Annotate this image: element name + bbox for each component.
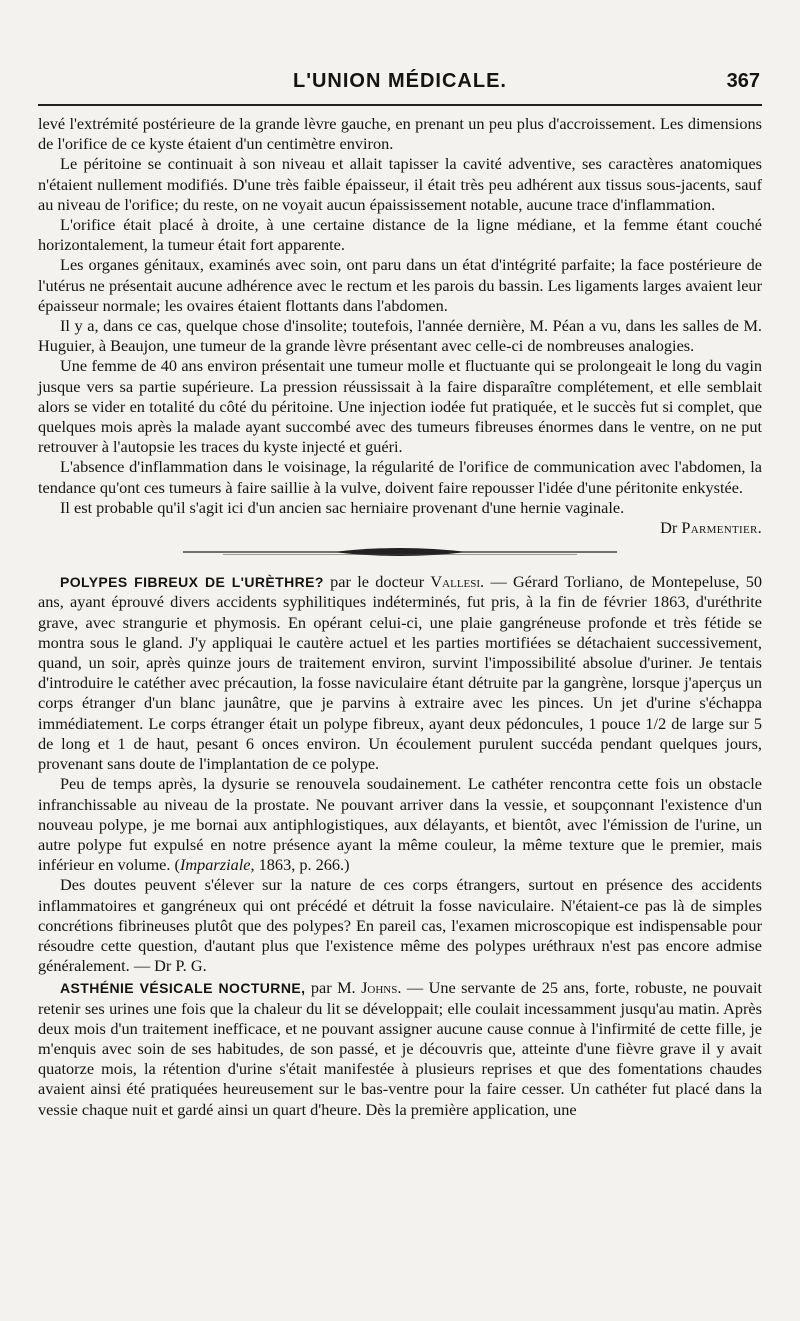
byline-prefix: par M. bbox=[305, 978, 362, 998]
author-name: Johns. bbox=[361, 978, 402, 998]
signature-prefix: Dr bbox=[660, 518, 678, 538]
signature-name: Parmentier. bbox=[681, 518, 762, 538]
section-text: — Gérard Torliano, de Montepeluse, 50 ans, ayant éprouvé divers accidents syphilitiques indéterminés, fut pris, à la fin de février 1863, d'uréthrite grave, avec strangurie et phymosis. En opérant celui-ci, une plaie gangréneuse profonde et très fétide se montra sous le gland. J'y appliquai le cautère actuel et les parties mortifiées se détachaient successivement, quand, un soir, après quinze jours de traitement environ, survint l'impossibilité absolue d'uriner. Je tentais d'introduire le catéther avec précaution, la fosse naviculaire étant détruite par la gangrène, lorsque j'aperçus un corps étranger d'un blanc jaunâtre, que je parvins à extraire avec les pinces. Un jet d'urine s'échappa immédiatement. Le corps étranger était un polype fibreux, ayant deux pédoncules, 1 pouce 1/2 de large sur 5 de long et 1 de haut, pesant 6 onces environ. Un écoulement purulent succéda pendant quelques jours, provenant sans doute de l'implantation de ce polype. bbox=[38, 572, 762, 774]
header-rule bbox=[38, 104, 762, 106]
section-divider-ornament bbox=[38, 542, 762, 564]
running-header bbox=[38, 64, 762, 98]
paragraph: Il y a, dans ce cas, quelque chose d'insolite; toutefois, l'année dernière, M. Péan a vu, dans les salles de M. Huguier, à Beaujon, une tumeur de la grande lèvre présentant avec celle-ci de nombreuses analogies. bbox=[38, 316, 762, 356]
paragraph: Le péritoine se continuait à son niveau et allait tapisser la cavité adventive, ses caractères anatomiques n'étaient nullement modifiés. D'une très faible épaisseur, il était très peu adhérent aux tissus sous-jacents, sauf au niveau de l'orifice; du reste, on ne voyait aucun épaississement notable, aucune trace d'inflammation. bbox=[38, 154, 762, 214]
section-polypes bbox=[38, 572, 762, 774]
signature bbox=[38, 518, 762, 538]
page-number: 367 bbox=[726, 70, 760, 92]
paragraph: Les organes génitaux, examinés avec soin, ont paru dans un état d'intégrité parfaite; la face postérieure de l'utérus ne présentait aucune adhérence avec le rectum et les parois du bassin. Les ligaments larges avaient leur épaisseur normale; les ovaires étaient flottants dans l'abdomen. bbox=[38, 255, 762, 315]
byline-prefix: par le docteur bbox=[323, 572, 431, 592]
paragraph: Une femme de 40 ans environ présentait une tumeur molle et fluctuante qui se prolongeait le long du vagin jusque vers sa partie supérieure. La pression réussissait à la faire disparaître complétement, et elle semblait alors se vider en totalité du côté du péritoine. Une injection iodée fut pratiquée, et le succès fut si complet, que quelques mois après la malade ayant succombé avec des tumeurs fibreuses énormes dans le ventre, on ne put retrouver à l'autopsie les traces du kyste injecté et guéri. bbox=[38, 356, 762, 457]
section-text: — Une servante de 25 ans, forte, robuste, ne pouvait retenir ses urines une fois que la chaleur du lit se développait; elle coulait incessamment jusqu'au matin. Après deux mois d'un traitement inefficace, et ne pouvant assigner aucune cause connue à l'infirmité de cette fille, je m'enquis avec soin de ses habitudes, de son passé, et je découvris que, atteinte d'une fièvre grave il y avait quatorze mois, la rétention d'urine s'était manifestée à plusieurs reprises et que des fomentations chaudes avaient ainsi été pratiquées heureusement sur le bas-ventre pour la faire cesser. Un cathéter fut placé dans la vessie chaque nuit et gardé ainsi un quart d'heure. Dès la première application, une bbox=[38, 978, 763, 1119]
paragraph bbox=[38, 774, 762, 875]
section-title: POLYPES FIBREUX DE L'URÈTHRE? bbox=[60, 574, 324, 591]
article-body bbox=[38, 114, 762, 1120]
paragraph: L'orifice était placé à droite, à une certaine distance de la ligne médiane, et la femme étant couché horizontalement, la tumeur était fort apparente. bbox=[38, 215, 762, 255]
citation-title: Imparziale, bbox=[179, 855, 255, 875]
section-asthenie bbox=[38, 978, 762, 1119]
paragraph-text: Peu de temps après, la dysurie se renouvela soudainement. Le cathéter rencontra cette fois un obstacle infranchissable au niveau de la prostate. Ne pouvant arriver dans la vessie, et soupçonnant l'existence d'un nouveau polype, je me bornai aux antiphlogistiques, aux délayants, et bientôt, avec l'émission de l'urine, un autre polype fut expulsé en notre présence ayant la même couleur, la même texture que le premier, mais inférieur en volume. ( bbox=[38, 774, 762, 875]
journal-title: L'UNION MÉDICALE. bbox=[293, 70, 507, 92]
paragraph: Il est probable qu'il s'agit ici d'un ancien sac herniaire provenant d'une hernie vaginale. bbox=[60, 497, 625, 517]
paragraph: Des doutes peuvent s'élever sur la nature de ces corps étrangers, surtout en présence des accidents inflammatoires et gangréneux qui ont précédé et détruit la fosse naviculaire. N'étaient-ce pas là de simples concrétions fibrineuses plutôt que des polypes? En pareil cas, l'examen microscopique est indispensable pour résoudre cette question, d'autant plus que l'existence même des polypes uréthraux n'est pas encore admise généralement. — Dr P. G. bbox=[38, 875, 762, 976]
paragraph: levé l'extrémité postérieure de la grande lèvre gauche, en prenant un peu plus d'accroissement. Les dimensions de l'orifice de ce kyste étaient d'un centimètre environ. bbox=[38, 114, 762, 154]
paragraph: L'absence d'inflammation dans le voisinage, la régularité de l'orifice de communication avec l'abdomen, la tendance qu'ont ces tumeurs à faire saillie à la vulve, doivent faire repousser l'idée d'une péritonite enkystée. bbox=[38, 457, 762, 497]
citation-tail: 1863, p. 266.) bbox=[254, 855, 350, 875]
section-title: ASTHÉNIE VÉSICALE NOCTURNE, bbox=[60, 980, 306, 997]
ornament-rule-icon bbox=[183, 546, 617, 558]
author-name: Vallesi. bbox=[430, 572, 485, 592]
